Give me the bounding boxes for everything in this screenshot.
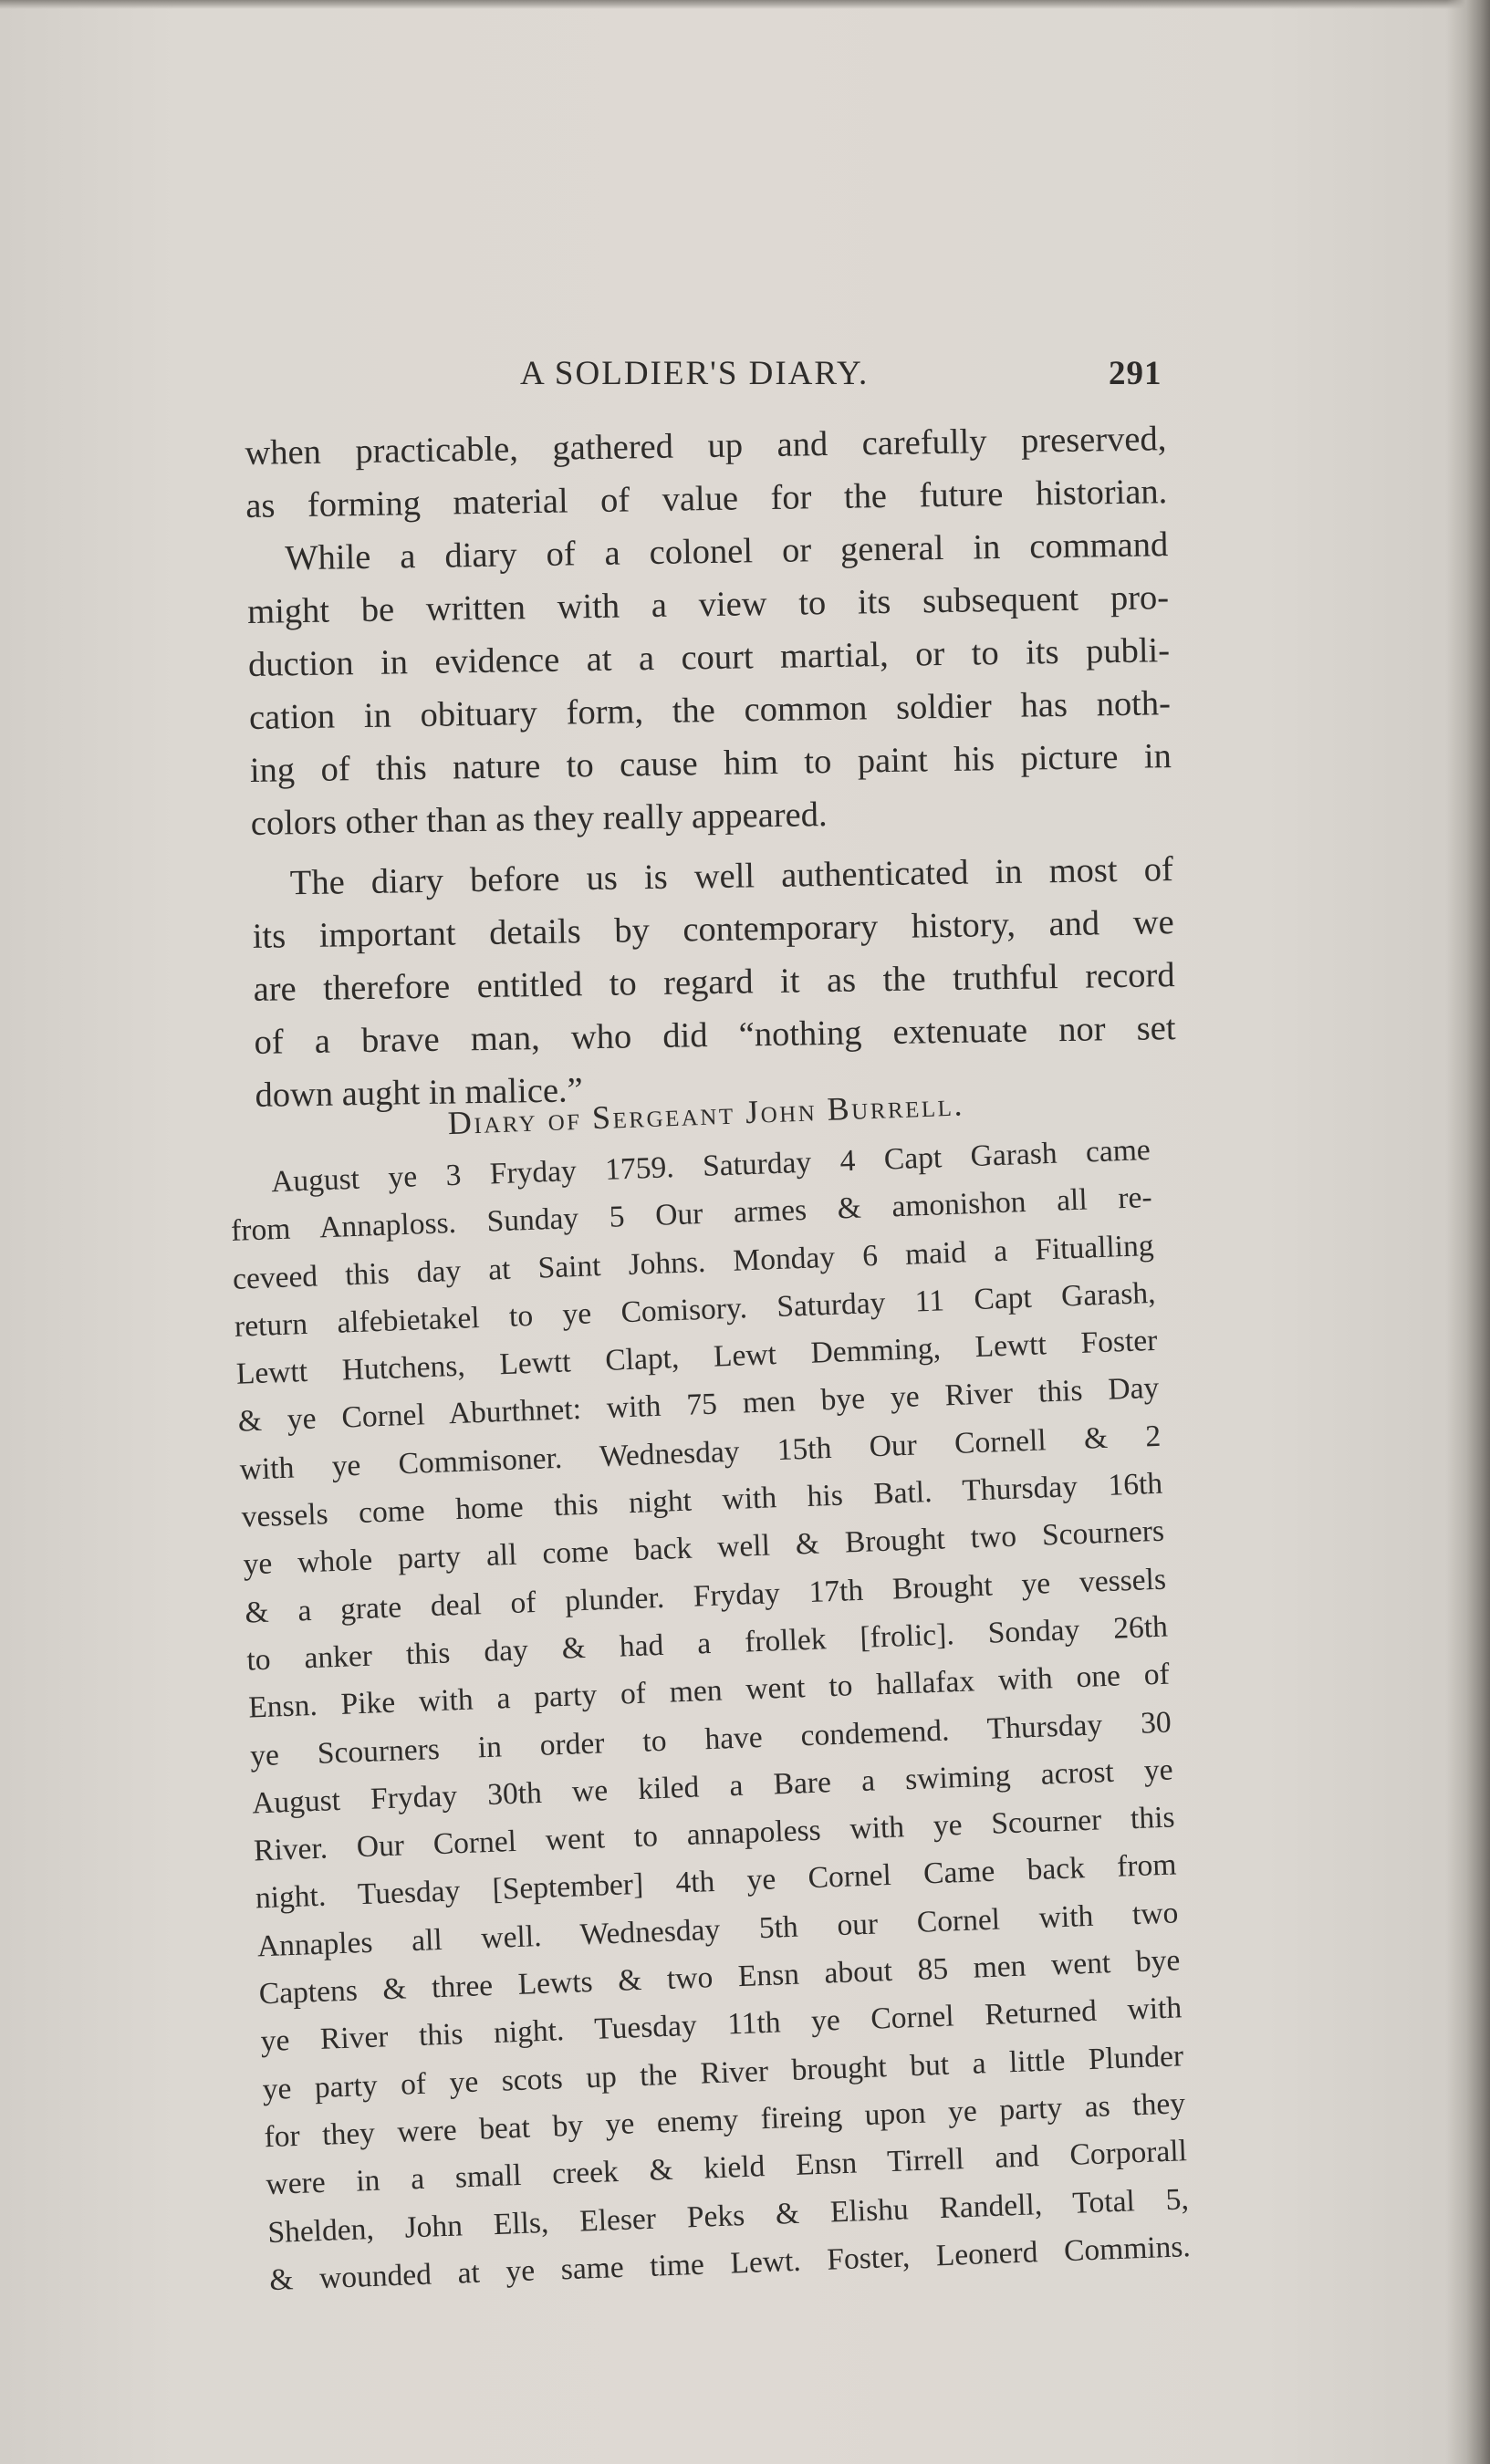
diary-line: night. Tuesday [September] 4th ye Cornel Came back from	[255, 1847, 1178, 1916]
diary-line: from Annaploss. Sunday 5 Our armes & amonishon all re-	[230, 1180, 1153, 1249]
text-line: colors other than as they really appeared.	[250, 795, 828, 843]
diary-line: with ye Commisoner. Wednesday 15th Our Cornell & 2	[239, 1419, 1162, 1487]
diary-line: ye party of ye scots up the River brought but a little Plunder	[262, 2038, 1184, 2106]
running-head-title: A SOLDIER'S DIARY.	[520, 355, 870, 392]
diary-line: August Fryday 30th we kiled a Bare a swiming acrost ye	[251, 1752, 1174, 1821]
diary-line: ceveed this day at Saint Johns. Monday 6 maid a Fitualling	[232, 1228, 1155, 1296]
page-top-edge-shadow	[0, 0, 1490, 9]
diary-line: ye Scourners in order to have condemend. Thursday 30	[249, 1705, 1172, 1773]
diary-line: & a grate deal of plunder. Fryday 17th Brought ye vessels	[244, 1562, 1167, 1630]
diary-line: Lewtt Hutchens, Lewtt Clapt, Lewt Demming, Lewtt Foster	[235, 1323, 1158, 1391]
diary-line: River. Our Cornel went to annapoless with ye Scourner this	[253, 1800, 1176, 1868]
diary-line: for they were beat by ye enemy fireing upon ye party as they	[263, 2086, 1186, 2155]
diary-line: Annaples all well. Wednesday 5th our Cornel with two	[256, 1896, 1179, 1964]
diary-line: & ye Cornel Aburthnet: with 75 men bye ye River this Day	[237, 1371, 1160, 1440]
text-line: might be written with a view to its subsequent pro-	[246, 578, 1170, 631]
diary-line: were in a small creek & kield Ensn Tirrell and Corporall	[265, 2134, 1188, 2202]
diary-section	[226, 1068, 1192, 2304]
diary-line: Shelden, John Ells, Eleser Peks & Elishu Randell, Total 5,	[266, 2181, 1190, 2250]
body-text	[245, 412, 1177, 1122]
diary-line: to anker this day & had a frollek [frolic]. Sonday 26th	[245, 1609, 1169, 1678]
text-line: ing of this nature to cause him to paint his picture in	[249, 737, 1172, 790]
text-line: its important details by contemporary history, and we	[252, 903, 1174, 956]
diary-line: Ensn. Pike with a party of men went to hallafax with one of	[247, 1657, 1171, 1725]
page-number: 291	[1109, 355, 1162, 392]
text-line: duction in evidence at a court martial, or to its publi-	[247, 631, 1171, 684]
text-line: The diary before us is well authenticated in most of	[289, 850, 1174, 903]
text-line: when practicable, gathered up and carefully preserved,	[245, 420, 1167, 473]
text-line: down aught in malice.”	[255, 1071, 584, 1115]
diary-line: August ye 3 Fryday 1759. Saturday 4 Capt Garash came	[270, 1132, 1151, 1200]
page-right-edge-shadow	[1446, 0, 1490, 2464]
paragraph-1	[245, 412, 1172, 850]
diary-line: ye whole party all come back well & Brought two Scourners	[242, 1514, 1165, 1583]
diary-line: return alfebietakel to ye Comisory. Saturday 11 Capt Garash,	[234, 1275, 1157, 1344]
diary-heading: Diary of Sergeant John Burrell.	[447, 1086, 965, 1142]
text-line: are therefore entitled to regard it as the truthful record	[253, 956, 1175, 1009]
text-line: as forming material of value for the future historian.	[245, 473, 1168, 525]
text-line: cation in obituary form, the common soldier has noth-	[248, 684, 1172, 737]
diary-line: vessels come home this night with his Batl. Thursday 16th	[241, 1466, 1163, 1534]
diary-line: & wounded at ye same time Lewt. Foster, Leonerd Commins.	[268, 2229, 1192, 2297]
running-head	[520, 354, 1162, 400]
text-line: of a brave man, who did “nothing extenuate nor set	[254, 1009, 1176, 1062]
text-line: While a diary of a colonel or general in command	[284, 525, 1169, 578]
diary-line: Captens & three Lewts & two Ensn about 85 men went bye	[258, 1943, 1181, 2012]
diary-line: ye River this night. Tuesday 11th ye Cornel Returned with	[260, 1991, 1183, 2059]
